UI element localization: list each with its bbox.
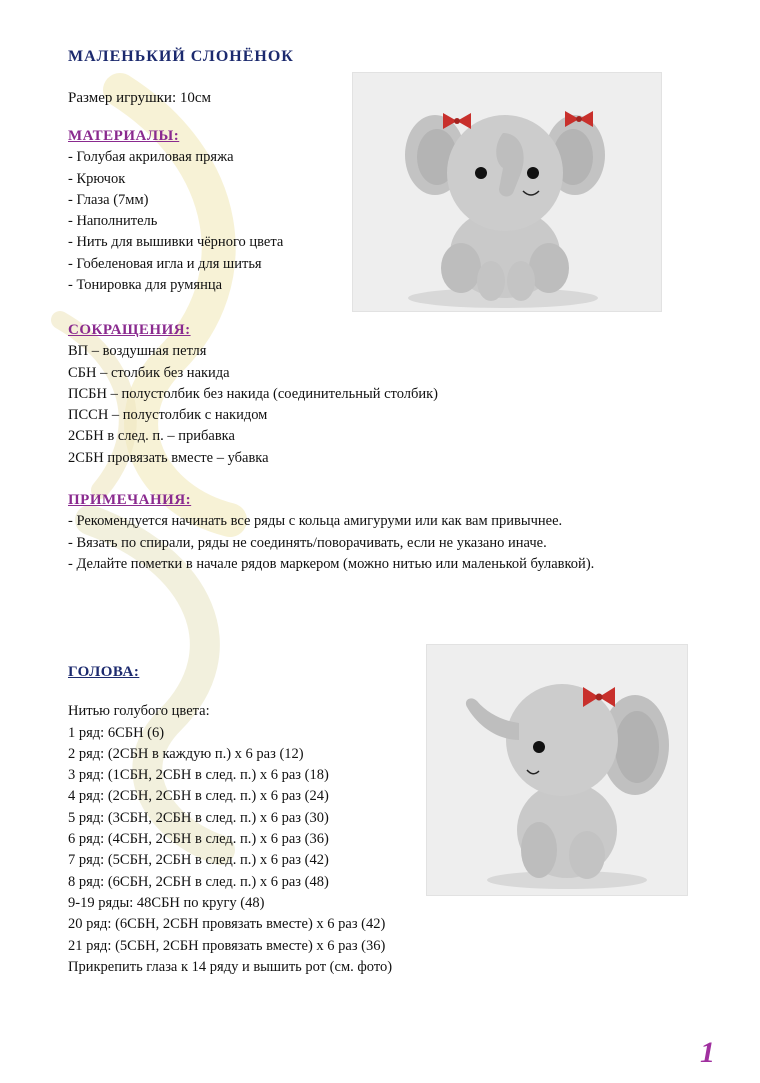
pattern-row: 5 ряд: (3СБН, 2СБН в след. п.) х 6 раз (30) xyxy=(68,809,329,826)
elephant-side-illustration xyxy=(427,645,687,895)
material-item: - Нить для вышивки чёрного цвета xyxy=(68,234,284,251)
page-number: 1 xyxy=(700,1036,715,1069)
pattern-row: 20 ряд: (6СБН, 2СБН провязать вместе) х 6 раз (42) xyxy=(68,916,386,933)
notes-heading: ПРИМЕЧАНИЯ: xyxy=(68,492,192,508)
elephant-photo-side xyxy=(426,644,688,896)
material-item: - Глаза (7мм) xyxy=(68,191,149,208)
head-heading: ГОЛОВА: xyxy=(68,664,140,680)
abbreviation-item: 2СБН в след. п. – прибавка xyxy=(68,428,235,445)
pattern-row: 3 ряд: (1СБН, 2СБН в след. п.) х 6 раз (18) xyxy=(68,767,329,784)
pattern-row: 6 ряд: (4СБН, 2СБН в след. п.) х 6 раз (36) xyxy=(68,831,329,848)
pattern-row: 7 ряд: (5СБН, 2СБН в след. п.) х 6 раз (42) xyxy=(68,852,329,869)
abbreviation-item: СБН – столбик без накида xyxy=(68,364,230,381)
pattern-row: 21 ряд: (5СБН, 2СБН провязать вместе) х 6 раз (36) xyxy=(68,937,386,954)
pattern-row: 8 ряд: (6СБН, 2СБН в след. п.) х 6 раз (48) xyxy=(68,873,329,890)
head-intro: Нитью голубого цвета: xyxy=(68,703,210,720)
note-item: - Делайте пометки в начале рядов маркером (можно нитью или маленькой булавкой). xyxy=(68,555,595,572)
elephant-photo-front xyxy=(352,72,662,312)
material-item: - Голубая акриловая пряжа xyxy=(68,149,234,166)
materials-heading: МАТЕРИАЛЫ: xyxy=(68,128,180,144)
page-title: МАЛЕНЬКИЙ СЛОНЁНОК xyxy=(68,48,294,65)
abbreviation-item: ВП – воздушная петля xyxy=(68,343,207,360)
pattern-row: 4 ряд: (2СБН, 2СБН в след. п.) х 6 раз (24) xyxy=(68,788,329,805)
material-item: - Наполнитель xyxy=(68,213,158,230)
material-item: - Гобеленовая игла и для шитья xyxy=(68,255,262,272)
pattern-row: 2 ряд: (2СБН в каждую п.) х 6 раз (12) xyxy=(68,745,304,762)
pattern-row: Прикрепить глаза к 14 ряду и вышить рот (см. фото) xyxy=(68,958,393,975)
note-item: - Рекомендуется начинать все ряды с кольца амигуруми или как вам привычнее. xyxy=(68,513,563,530)
elephant-front-illustration xyxy=(353,73,661,311)
material-item: - Тонировка для румянца xyxy=(68,277,223,294)
pattern-row: 1 ряд: 6СБН (6) xyxy=(68,724,165,741)
abbreviation-item: ПСБН – полустолбик без накида (соединительный столбик) xyxy=(68,385,439,402)
abbreviations-section xyxy=(68,320,438,469)
abbreviation-item: 2СБН провязать вместе – убавка xyxy=(68,449,269,466)
materials-section xyxy=(68,126,283,296)
toy-size: Размер игрушки: 10см xyxy=(68,90,212,106)
abbreviation-item: ПССН – полустолбик с накидом xyxy=(68,407,268,424)
abbreviations-heading: СОКРАЩЕНИЯ: xyxy=(68,322,191,338)
head-section xyxy=(68,662,392,978)
material-item: - Крючок xyxy=(68,170,126,187)
notes-section xyxy=(68,490,698,575)
pattern-row: 9-19 ряды: 48СБН по кругу (48) xyxy=(68,894,265,911)
note-item: - Вязать по спирали, ряды не соединять/поворачивать, если не указано иначе. xyxy=(68,534,547,551)
